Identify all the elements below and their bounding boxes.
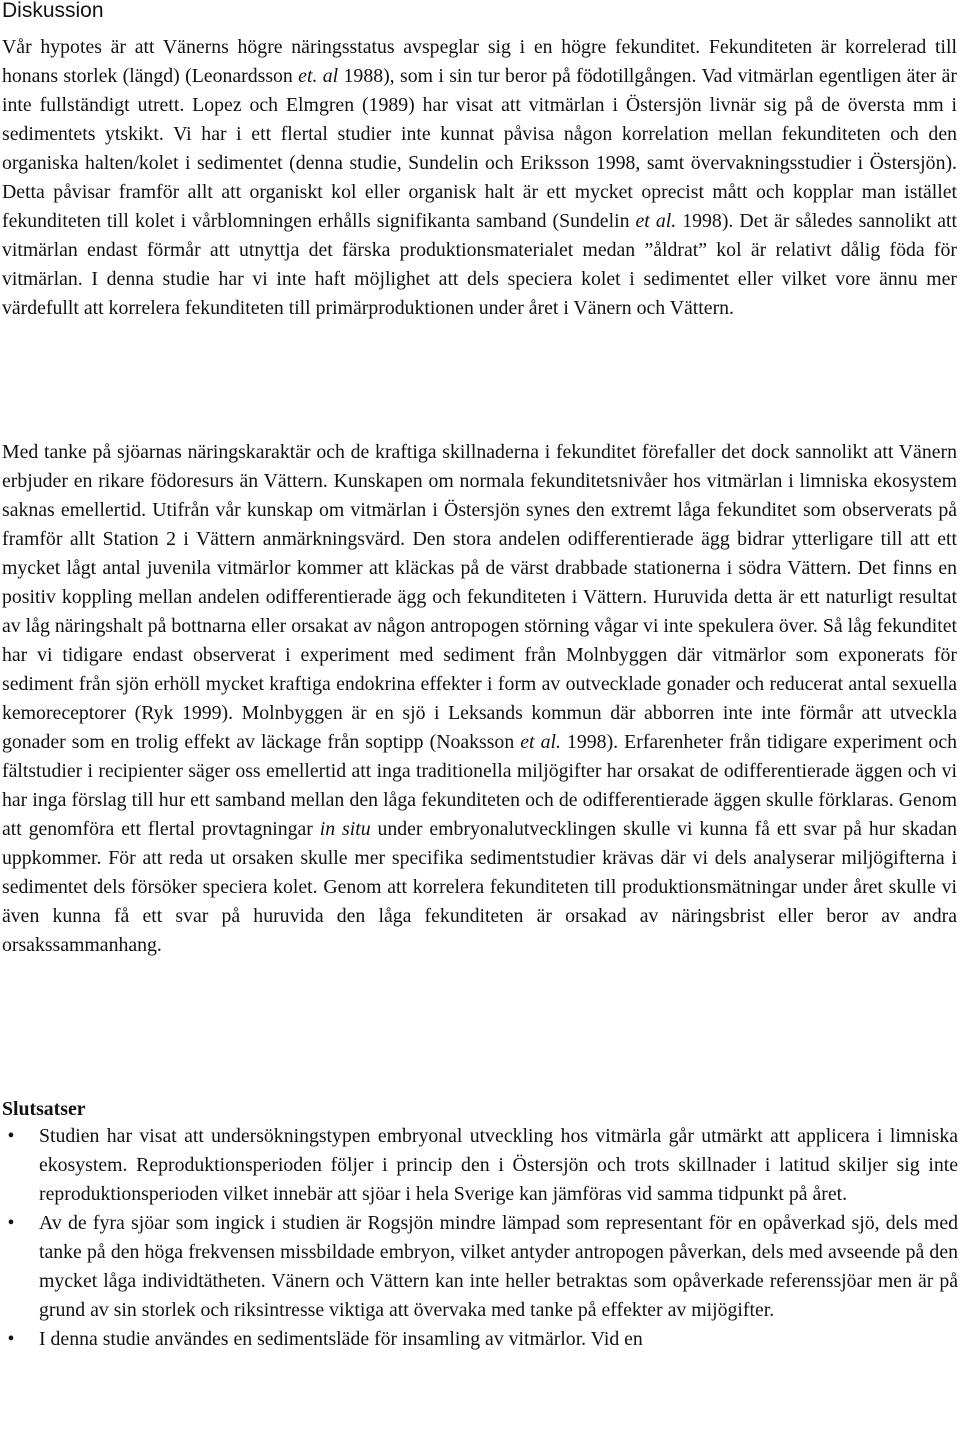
- bullet-icon: •: [7, 1125, 15, 1147]
- list-item: [0, 1122, 958, 1209]
- bullet-icon: •: [7, 1212, 15, 1234]
- italic-citation: et. al: [298, 65, 339, 87]
- conclusions-title: Slutsatser: [2, 1098, 86, 1120]
- list-item-text: I denna studie användes en sedimentsläde för insamling av vitmärlor. Vid en: [39, 1328, 643, 1350]
- list-item-text: Av de fyra sjöar som ingick i studien är Rogsjön mindre lämpad som representant för en opåverkad sjö, dels med tanke på den höga frekvensen missbildade embryon, vilket antyder antropogen påverkan, dels med avseende på den mycket låga individtätheten. Vänern och Vättern kan inte heller betraktas som opåverkade referenssjöar men är på grund av sin storlek och riksintresse viktiga att övervaka med tanke på effekter av mijögifter.: [39, 1212, 958, 1321]
- italic-citation: et al.: [635, 210, 677, 232]
- list-item-text: Studien har visat att undersökningstypen embryonal utveckling hos vitmärla går utmärkt att applicera i limniska ekosystem. Reproduktionsperioden följer i princip den i Östersjön och trots skillnader i latitud skiljer sig inte reproduktionsperioden vilket innebär att sjöar i hela Sverige kan jämföras vid samma tidpunkt på året.: [39, 1125, 958, 1205]
- paragraph-nutrient-character: [2, 438, 957, 960]
- italic-citation: et al.: [520, 731, 561, 753]
- bullet-icon: •: [7, 1328, 15, 1350]
- italic-term: in situ: [319, 818, 371, 840]
- section-title: Diskussion: [2, 0, 104, 22]
- text-run: Med tanke på sjöarnas näringskaraktär och de kraftiga skillnaderna i fekunditet förefaller det dock sannolikt att Vänern erbjuder en rikare födoresurs än Vättern. Kunskapen om normala fekunditetsnivåer hos vitmärlan i limniska ekosystem saknas emellertid. Utifrån vår kunskap om vitmärlan i Östersjön synes den extremt låga fekunditet som observerats på framför allt Station 2 i Vättern anmärkningsvärd. Den stora andelen odifferentierade ägg bidrar ytterligare till att ett mycket lågt antal juvenila vitmärlor kommer att kläckas på de värst drabbade stationerna i södra Vättern. Det finns en positiv koppling mellan andelen odifferentierade ägg och fekunditeten i Vättern. Huruvida detta är ett naturligt resultat av låg näringshalt på bottnarna eller orsakat av någon antropogen störning vågar vi inte spekulera över. Så låg fekunditet har vi tidigare endast observerat i experiment med sediment från Molnbyggen där vitmärlor som exponerats för sediment från sjön erhöll mycket kraftiga endokrina effekter i form av outvecklade gonader och reducerat antal sexuella kemoreceptorer (Ryk 1999). Molnbyggen är en sjö i Leksands kommun där abborren inte inte förmår att utveckla gonader som en trolig effekt av läckage från soptipp (Noaksson: [2, 441, 957, 753]
- list-item: [0, 1209, 958, 1325]
- text-run: 1998). Det är således sannolikt att vitmärlan endast förmår att utnyttja det färska produktionsmaterialet medan ”åldrat” kol är relativt dålig föda för vitmärlan. I denna studie har vi inte haft möjlighet att dels speciera kolet i sedimentet eller vilket vore ännu mer värdefullt att korrelera fekunditeten till primärproduktionen under året i Vänern och Vättern.: [2, 210, 957, 319]
- text-run: under embryonalutvecklingen skulle vi kunna få ett svar på hur skadan uppkommer. För att reda ut orsaken skulle mer specifika sedimentstudier krävas där vi dels analyserar miljögifterna i sedimentet dels försöker speciera kolet. Genom att korrelera fekunditeten till produktionsmätningar under året skulle vi även kunna få ett svar på huruvida den låga fekunditeten är orsakad av näringsbrist eller beror av andra orsakssammanhang.: [2, 818, 957, 956]
- text-run: 1988), som i sin tur beror på födotillgången. Vad vitmärlan egentligen äter är inte fullständigt utrett. Lopez och Elmgren (1989) har visat att vitmärlan i Östersjön livnär sig på de översta mm i sedimentets ytskikt. Vi har i ett flertal studier inte kunnat påvisa någon korrelation mellan fekunditeten och den organiska halten/kolet i sedimentet (denna studie, Sundelin och Eriksson 1998, samt övervakningsstudier i Östersjön). Detta påvisar framför allt att organiskt kol eller organisk halt är ett mycket oprecist mått och kopplar man istället fekunditeten till kolet i vårblomningen erhålls signifikanta samband (Sundelin: [2, 65, 957, 232]
- list-item: [0, 1325, 958, 1354]
- conclusions-list: [0, 1122, 958, 1354]
- text-run: 1998). Erfarenheter från tidigare experiment och fältstudier i recipienter säger oss emellertid att inga traditionella miljögifter har orsakat de odifferentierade äggen och vi har inga förslag till hur ett samband mellan den låga fekunditeten och de odifferentierade äggen skulle förklaras. Genom att genomföra ett flertal provtagningar: [2, 731, 957, 840]
- paragraph-hypothesis: [2, 33, 957, 323]
- text-run: Vår hypotes är att Vänerns högre näringsstatus avspeglar sig i en högre fekunditet. Fekunditeten är korrelerad till honans storlek (längd) (Leonardsson: [2, 36, 957, 87]
